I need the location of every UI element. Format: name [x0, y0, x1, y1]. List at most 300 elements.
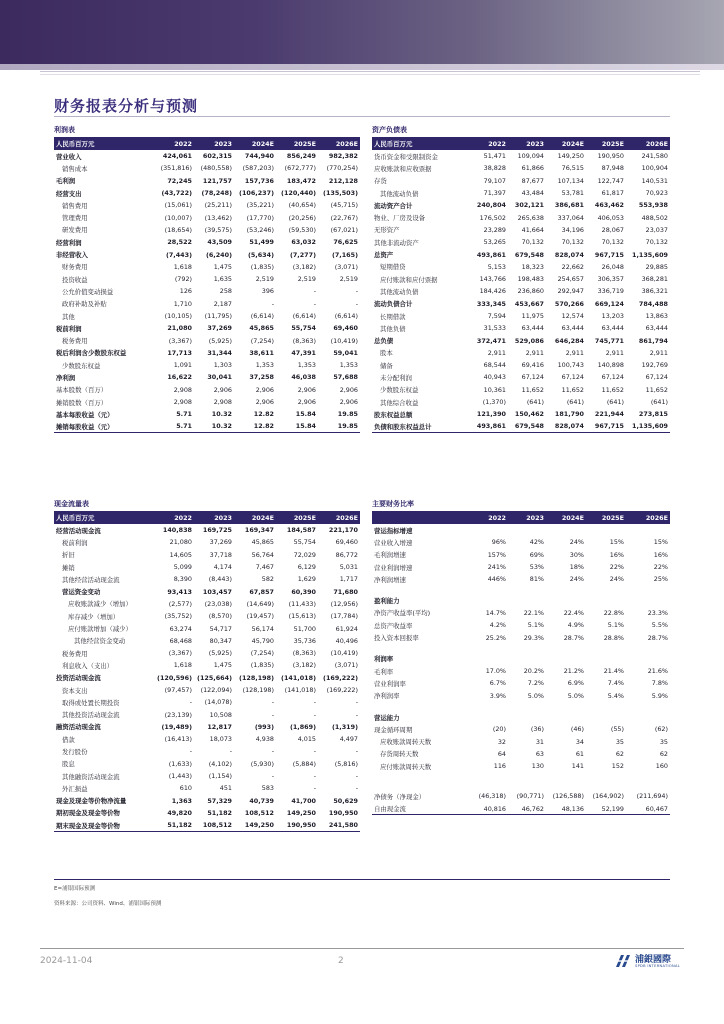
value-cell: (164,902) — [592, 792, 624, 801]
value-cell: 2,906 — [339, 398, 358, 407]
table-row — [54, 659, 360, 671]
row-label-cell: 应收账款减少（增加） — [68, 600, 132, 609]
value-cell: 28.7% — [647, 633, 668, 642]
row-label-cell: 流动负债合计 — [374, 300, 413, 309]
value-cell: (641) — [606, 398, 624, 407]
value-cell: 55,754 — [293, 538, 316, 547]
table-row — [54, 524, 360, 536]
table-row — [372, 322, 670, 334]
value-cell: (90,771) — [516, 792, 544, 801]
row-label-cell: 货币资金和受限制资金 — [374, 152, 438, 161]
value-cell: 1,353 — [339, 361, 358, 370]
value-cell: 424,061 — [162, 152, 192, 161]
header-year-cell: 2023 — [194, 511, 234, 524]
table-row — [54, 758, 360, 770]
value-cell: 4.2% — [489, 621, 506, 630]
value-cell: 35,736 — [293, 636, 316, 645]
value-cell: 6.7% — [489, 679, 506, 688]
value-cell: (106,237) — [239, 189, 274, 198]
value-cell: (97,457) — [164, 686, 192, 694]
value-cell: (641) — [526, 398, 544, 407]
value-cell: - — [313, 784, 316, 793]
value-cell: 5,099 — [173, 563, 192, 572]
value-cell: 103,457 — [202, 587, 232, 596]
table-row — [372, 236, 670, 248]
table-row — [372, 573, 670, 585]
value-cell: 13,863 — [645, 312, 668, 320]
value-cell: 7.8% — [651, 679, 668, 688]
value-cell: (135,503) — [323, 189, 358, 198]
value-cell: - — [313, 299, 316, 308]
value-cell: 26,048 — [601, 262, 624, 271]
row-label-cell: 应付账款和应付票据 — [380, 275, 438, 284]
value-cell: 190,950 — [276, 819, 318, 831]
row-label-cell: 公允价值变动损益 — [62, 287, 114, 296]
header-year-cell: 2025E — [276, 137, 318, 150]
value-cell: 302,121 — [514, 201, 544, 210]
value-cell: (5,930) — [250, 759, 274, 768]
value-cell: 7.2% — [527, 679, 544, 688]
value-cell: (128,198) — [242, 686, 274, 694]
value-cell: 4,497 — [339, 735, 358, 744]
value-cell: 67,124 — [521, 373, 544, 382]
row-label-cell: 存货周转天数 — [380, 750, 419, 759]
table-row — [54, 347, 360, 359]
value-cell: 31,533 — [483, 324, 506, 333]
value-cell: 1,618 — [173, 661, 192, 670]
table-row — [54, 549, 360, 561]
value-cell: (120,596) — [157, 673, 192, 682]
value-cell: (5,925) — [208, 336, 232, 345]
value-cell: 241,580 — [641, 152, 668, 161]
table-row — [54, 622, 360, 634]
table-header-row — [372, 511, 670, 524]
table-row — [54, 745, 360, 757]
value-cell — [508, 781, 546, 790]
header-year-cell: 2024E — [234, 511, 276, 524]
value-cell: 40,816 — [472, 803, 508, 815]
value-cell: 292,947 — [557, 287, 584, 296]
value-cell — [472, 644, 508, 653]
header-year-cell: 2025E — [586, 137, 626, 150]
value-cell: 2,908 — [173, 398, 192, 407]
value-cell: (7,165) — [331, 250, 358, 259]
header-year-cell: 2023 — [194, 137, 234, 150]
table-row — [372, 772, 670, 781]
value-cell: 14.7% — [485, 608, 506, 617]
value-cell: - — [313, 772, 316, 781]
value-cell: (13,462) — [204, 213, 232, 222]
value-cell: 22% — [609, 563, 624, 572]
table-row — [372, 524, 670, 536]
value-cell: - — [313, 710, 316, 719]
value-cell: 63 — [535, 749, 544, 758]
value-cell — [546, 702, 586, 711]
table-row — [54, 807, 360, 819]
value-cell: 149,250 — [234, 819, 276, 831]
value-cell: 828,074 — [554, 250, 584, 259]
value-cell — [626, 702, 670, 711]
value-cell: 12.82 — [234, 421, 276, 433]
title-divider — [54, 116, 670, 117]
table-row — [54, 795, 360, 807]
value-cell: 28,067 — [601, 225, 624, 234]
value-cell: 71,680 — [333, 587, 358, 596]
value-cell — [586, 524, 626, 536]
table-row — [54, 684, 360, 696]
table-row — [372, 607, 670, 619]
header-year-cell: 2023 — [508, 511, 546, 524]
value-cell: 69,460 — [333, 324, 358, 333]
value-cell: 784,488 — [638, 299, 668, 308]
value-cell: 2,908 — [173, 385, 192, 394]
row-label-cell: 税务费用 — [62, 337, 88, 346]
value-cell: 2,519 — [255, 275, 274, 284]
value-cell: (3,367) — [168, 336, 192, 345]
value-cell — [472, 711, 508, 723]
table-row — [54, 150, 360, 162]
table-row — [54, 573, 360, 585]
value-cell: 488,502 — [641, 213, 668, 222]
value-cell: (18,654) — [164, 225, 192, 234]
row-label-cell: 政府补助及补贴 — [62, 300, 107, 309]
value-cell — [546, 644, 586, 653]
value-cell: 108,512 — [194, 819, 234, 831]
row-label-cell: 其他经营活动现金流 — [62, 575, 120, 584]
table-row — [372, 585, 670, 594]
value-cell: 570,266 — [554, 299, 584, 308]
table-row — [54, 585, 360, 597]
row-label-cell: 盈利能力 — [374, 597, 400, 606]
value-cell: (46) — [570, 725, 584, 734]
table-row — [54, 536, 360, 548]
value-cell: 582 — [261, 575, 274, 584]
income-statement-table — [54, 137, 360, 433]
value-cell — [546, 585, 586, 594]
row-label-cell: 税前利润 — [62, 538, 88, 547]
value-cell: 602,315 — [202, 152, 232, 161]
value-cell: 43,509 — [207, 238, 232, 247]
value-cell: (7,254) — [250, 336, 274, 345]
value-cell: 493,861 — [476, 250, 506, 259]
value-cell: 176,502 — [479, 213, 506, 222]
row-label-cell: 利润率 — [374, 655, 394, 664]
row-label-cell: 应付账款周转天数 — [380, 762, 432, 771]
table-row — [372, 211, 670, 223]
value-cell: 11,652 — [601, 385, 624, 394]
value-cell: 46,762 — [508, 803, 546, 815]
value-cell: 1,717 — [339, 575, 358, 584]
value-cell: 40,739 — [249, 796, 274, 805]
row-label-cell: 发行股份 — [62, 747, 88, 756]
table-row — [54, 396, 360, 408]
value-cell: 61,866 — [521, 164, 544, 173]
row-label-cell: 其他 — [62, 312, 75, 321]
value-cell: 51,471 — [483, 152, 506, 161]
table-row — [54, 236, 360, 248]
header-label-cell — [372, 511, 472, 524]
value-cell: 22.8% — [603, 608, 624, 617]
value-cell: - — [189, 698, 192, 707]
table-row — [372, 298, 670, 310]
value-cell: (120,440) — [281, 189, 316, 198]
value-cell: 10.32 — [211, 410, 232, 419]
value-cell: 116 — [493, 762, 506, 771]
value-cell: 446% — [487, 575, 506, 584]
value-cell: 63,274 — [169, 624, 192, 633]
value-cell: (169,222) — [323, 673, 358, 682]
value-cell: 140,531 — [641, 176, 668, 185]
value-cell — [508, 594, 546, 606]
table-row — [372, 702, 670, 711]
table-row — [54, 298, 360, 310]
value-cell: 2,906 — [339, 385, 358, 394]
value-cell: (78,248) — [201, 189, 232, 198]
value-cell: 51,182 — [150, 819, 194, 831]
value-cell: (993) — [254, 722, 274, 731]
value-cell: (169,222) — [326, 686, 358, 694]
row-label-cell: 经营支出 — [56, 189, 82, 198]
value-cell: 41,664 — [521, 225, 544, 234]
table-row — [54, 175, 360, 187]
row-label-cell: 营运指标增速 — [374, 526, 413, 535]
value-cell: 63,444 — [601, 324, 624, 333]
value-cell: 2,906 — [255, 398, 274, 407]
row-label-cell: 销售成本 — [62, 164, 88, 173]
value-cell: 336,719 — [597, 287, 624, 296]
value-cell: 21.6% — [647, 667, 668, 676]
value-cell: 160 — [655, 762, 668, 771]
value-cell: (1,319) — [331, 722, 358, 731]
table-row — [372, 261, 670, 273]
table-row — [372, 408, 670, 420]
row-label-cell: 其他综合收益 — [380, 398, 419, 407]
row-label-cell — [372, 781, 472, 790]
value-cell: 1,475 — [213, 661, 232, 670]
value-cell: (672,777) — [284, 164, 316, 173]
table-row — [372, 536, 670, 548]
row-label-cell: 毛利润 — [56, 177, 76, 186]
value-cell — [586, 653, 626, 665]
row-label-cell: 应收账款周转天数 — [380, 738, 432, 747]
value-cell: 12,817 — [207, 722, 232, 731]
table-row — [372, 594, 670, 606]
row-label-cell: 外汇损益 — [62, 784, 88, 793]
value-cell: 42% — [529, 538, 544, 547]
value-cell — [586, 594, 626, 606]
value-cell: - — [271, 772, 274, 781]
table-row — [372, 371, 670, 383]
table-row — [54, 322, 360, 334]
value-cell — [586, 711, 626, 723]
header-year-cell: 2022 — [472, 137, 508, 150]
value-cell: 5.1% — [527, 621, 544, 630]
value-cell: (11,795) — [204, 312, 232, 320]
value-cell: 23.3% — [647, 608, 668, 617]
value-cell: 184,426 — [479, 287, 506, 296]
table-row — [54, 721, 360, 733]
table-row — [54, 561, 360, 573]
value-cell: 11,652 — [645, 385, 668, 394]
value-cell — [546, 781, 586, 790]
value-cell: (7,254) — [250, 649, 274, 658]
value-cell: 18% — [569, 563, 584, 572]
row-label-cell: 总资产 — [374, 251, 394, 260]
value-cell: 81% — [529, 575, 544, 584]
value-cell: (10,105) — [164, 312, 192, 320]
row-label-cell: 税后利润含少数股东权益 — [56, 349, 127, 358]
value-cell: 51,182 — [207, 808, 232, 817]
value-cell: 1,363 — [171, 796, 192, 805]
forecast-note: E=浦银国际预测 — [54, 886, 96, 892]
value-cell — [472, 653, 508, 665]
value-cell: 37,718 — [209, 550, 232, 559]
value-cell: 49,820 — [167, 808, 192, 817]
row-label-cell: 营运能力 — [374, 713, 400, 722]
value-cell: (6,614) — [292, 312, 316, 320]
value-cell: 236,860 — [517, 287, 544, 296]
table-row — [54, 770, 360, 782]
value-cell: 30% — [569, 550, 584, 559]
table-row — [372, 224, 670, 236]
value-cell: 59,041 — [333, 348, 358, 357]
row-label-cell: 摊销 — [62, 563, 75, 572]
table-header-row — [54, 511, 360, 524]
value-cell: (10,419) — [330, 336, 358, 345]
value-cell: 669,124 — [594, 299, 624, 308]
value-cell: 61,817 — [601, 189, 624, 198]
value-cell: 121,757 — [202, 176, 232, 185]
value-cell — [626, 524, 670, 536]
value-cell: 140,838 — [162, 526, 192, 535]
table-row — [54, 334, 360, 346]
row-label-cell: 营业利润增速 — [374, 563, 413, 572]
value-cell: 16,622 — [167, 373, 192, 382]
value-cell: - — [271, 698, 274, 707]
value-cell: 6,129 — [297, 563, 316, 572]
value-cell: 745,771 — [594, 336, 624, 345]
value-cell: (480,558) — [200, 164, 232, 173]
row-label-cell: 毛利率 — [374, 667, 394, 676]
table-row — [54, 421, 360, 433]
value-cell: (1,869) — [289, 722, 316, 731]
value-cell: 4.9% — [567, 621, 584, 630]
value-cell — [626, 772, 670, 781]
value-cell: (7,277) — [289, 250, 316, 259]
value-cell: 34,196 — [561, 225, 584, 234]
table-row — [372, 175, 670, 187]
value-cell: 62 — [615, 749, 624, 758]
value-cell: 11,652 — [561, 385, 584, 394]
value-cell — [546, 772, 586, 781]
value-cell: 10.32 — [194, 421, 234, 433]
cash-flow-title: 现金流量表 — [54, 500, 89, 508]
company-logo — [614, 952, 684, 972]
value-cell: 67,124 — [561, 373, 584, 382]
value-cell: 221,170 — [328, 526, 358, 535]
value-cell: (1,370) — [482, 398, 506, 407]
value-cell: (23,139) — [164, 710, 192, 719]
value-cell: 1,618 — [173, 262, 192, 271]
value-cell — [508, 644, 546, 653]
table-row — [372, 653, 670, 665]
value-cell: 60,390 — [291, 587, 316, 596]
value-cell: 86,772 — [335, 550, 358, 559]
page-number: 2 — [338, 956, 344, 966]
value-cell — [472, 594, 508, 606]
value-cell: 23,037 — [645, 225, 668, 234]
value-cell: 333,345 — [476, 299, 506, 308]
value-cell: 221,944 — [594, 410, 624, 419]
value-cell: 63,444 — [645, 324, 668, 333]
value-cell: - — [355, 772, 358, 781]
value-cell: 2,519 — [339, 275, 358, 284]
value-cell: (8,443) — [208, 575, 232, 584]
value-cell: (55) — [610, 725, 624, 734]
row-label-cell: 融资活动现金流 — [56, 723, 101, 732]
value-cell: 35 — [615, 737, 624, 746]
value-cell: 184,587 — [286, 526, 316, 535]
value-cell: 31 — [535, 737, 544, 746]
notes-divider — [54, 879, 670, 880]
value-cell — [586, 644, 626, 653]
value-cell: 610 — [179, 784, 192, 793]
table-row — [54, 647, 360, 659]
value-cell — [626, 781, 670, 790]
row-label-cell: 投资活动现金流 — [56, 674, 101, 683]
value-cell: (20) — [492, 725, 506, 734]
row-label-cell: 非经营收入 — [56, 251, 88, 260]
table-row — [372, 619, 670, 631]
value-cell: 55,754 — [291, 324, 316, 333]
table-row — [372, 760, 670, 772]
value-cell: 679,548 — [514, 250, 544, 259]
value-cell: 87,677 — [521, 176, 544, 185]
value-cell: 67,124 — [645, 373, 668, 382]
value-cell: (3,071) — [334, 262, 358, 271]
value-cell: 12,574 — [561, 312, 584, 320]
value-cell: 21,080 — [167, 324, 192, 333]
value-cell: (40,654) — [288, 201, 316, 210]
table-row — [54, 708, 360, 720]
value-cell: 25% — [653, 575, 668, 584]
value-cell: 130 — [531, 762, 544, 771]
value-cell: 38,828 — [483, 164, 506, 173]
row-label-cell: 资本支出 — [62, 686, 88, 695]
value-cell: 53,265 — [483, 238, 506, 247]
balance-sheet-title: 资产负债表 — [372, 126, 407, 134]
row-label-cell: 其他非流动资产 — [374, 238, 419, 247]
value-cell: (3,071) — [334, 661, 358, 670]
row-label-cell: 营业收入 — [56, 152, 82, 161]
row-label-cell: 营运资金变动 — [62, 588, 101, 597]
value-cell: 17,713 — [167, 348, 192, 357]
value-cell: 72,029 — [293, 550, 316, 559]
value-cell: 32 — [497, 737, 506, 746]
value-cell: (62) — [654, 725, 668, 734]
value-cell: (20,256) — [288, 213, 316, 222]
value-cell: 169,725 — [202, 526, 232, 535]
value-cell: (126,588) — [552, 792, 584, 801]
value-cell: 16% — [653, 550, 668, 559]
value-cell: 107,134 — [557, 176, 584, 185]
value-cell: 37,258 — [249, 373, 274, 382]
header-year-cell: 2026E — [626, 511, 670, 524]
value-cell: 152 — [611, 762, 624, 771]
value-cell: 16% — [609, 550, 624, 559]
value-cell: 5.4% — [607, 691, 624, 700]
balance-sheet-block — [372, 123, 670, 433]
